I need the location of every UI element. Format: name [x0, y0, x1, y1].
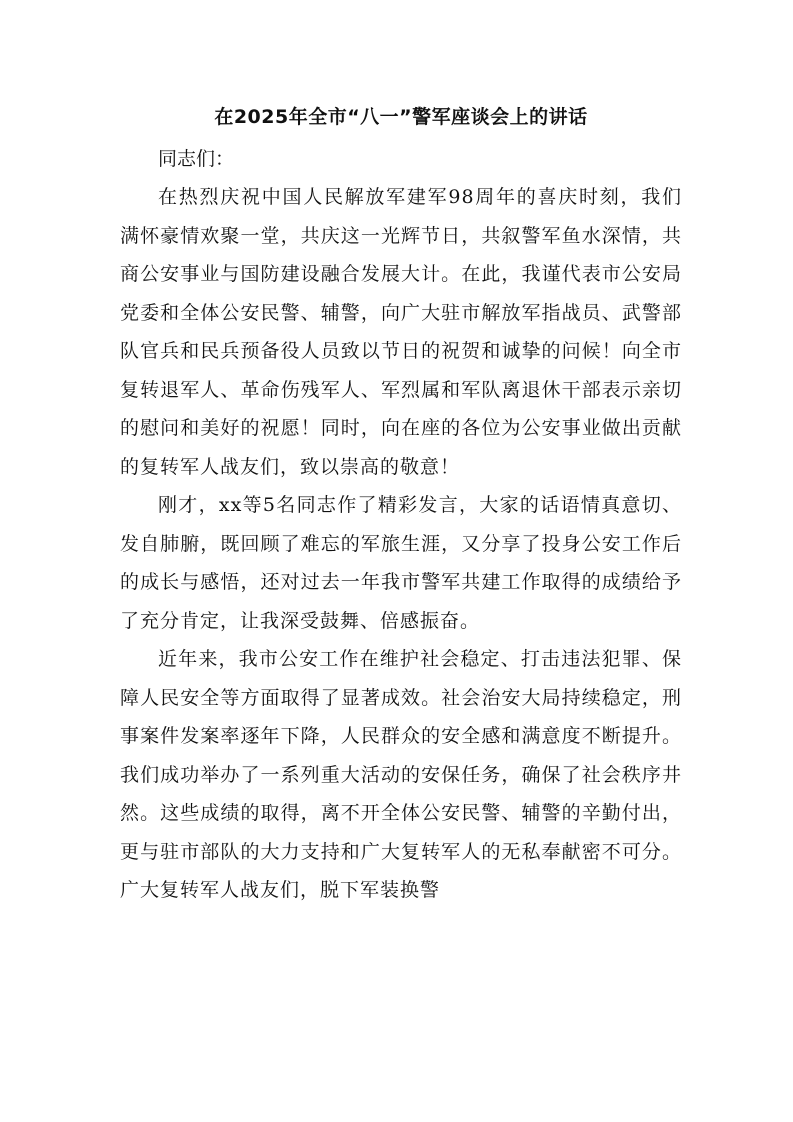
- greeting: 同志们：: [158, 148, 235, 170]
- paragraph-1: 在热烈庆祝中国人民解放军建军98周年的喜庆时刻，我们满怀豪情欢聚一堂，共庆这一光辉节日，共叙警军鱼水深情，共商公安事业与国防建设融合发展大计。在此，我谨代表市公安局党委和全体公安民警、辅警，向广大驻市解放军指战员、武警部队官兵和民兵预备役人员致以节日的祝贺和诚挚的问候！向全市复转退军人、革命伤残军人、军烈属和军队离退休干部表示亲切的慰问和美好的祝愿！同时，向在座的各位为公安事业做出贡献的复转军人战友们，致以崇高的敬意！: [120, 186, 682, 478]
- document-title: 在2025年全市“八一”警军座谈会上的讲话: [214, 106, 588, 128]
- paragraph-2: 刚才，xx等5名同志作了精彩发言，大家的话语情真意切、发自肺腑，既回顾了难忘的军旅生涯，又分享了投身公安工作后的成长与感悟，还对过去一年我市警军共建工作取得的成绩给予了充分肯定，让我深受鼓舞、倍感振奋。: [120, 494, 682, 632]
- document-page: [120, 98, 682, 910]
- paragraph-3: 近年来，我市公安工作在维护社会稳定、打击违法犯罪、保障人民安全等方面取得了显著成效。社会治安大局持续稳定，刑事案件发案率逐年下降，人民群众的安全感和满意度不断提升。我们成功举办了一系列重大活动的安保任务，确保了社会秩序井然。这些成绩的取得，离不开全体公安民警、辅警的辛勤付出，更与驻市部队的大力支持和广大复转军人的无私奉献密不可分。广大复转军人战友们，脱下军装换警: [120, 648, 682, 901]
